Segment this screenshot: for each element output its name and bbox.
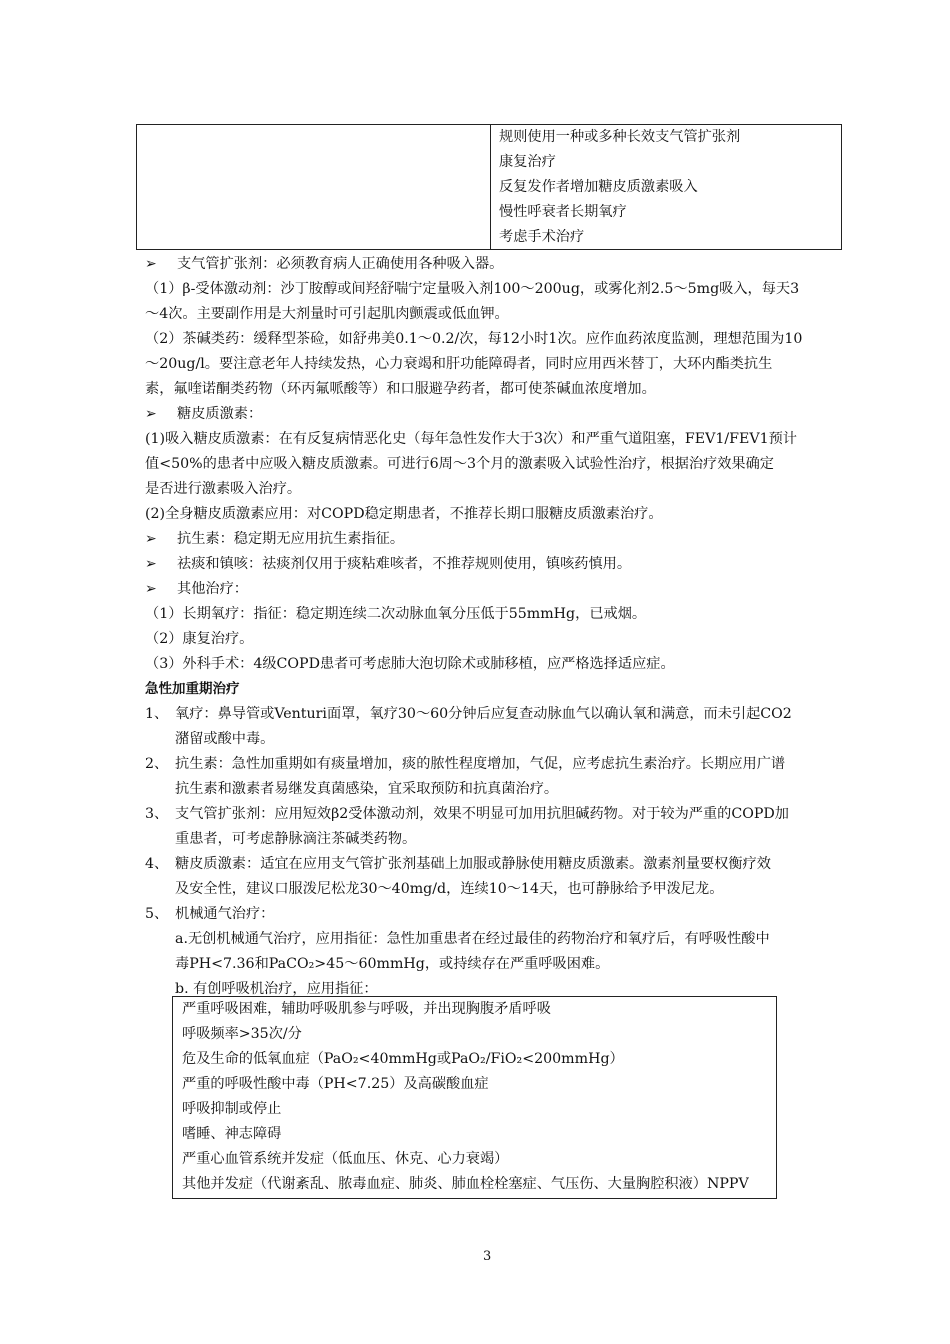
- paragraph-line: (2)全身糖皮质激素应用：对COPD稳定期患者，不推荐长期口服糖皮质激素治疗。: [145, 506, 663, 522]
- antibiotic-bullet: ➢ 抗生素：稳定期无应用抗生素指征。: [145, 527, 404, 552]
- treatment-table: [136, 124, 842, 250]
- box-row: 严重心血管系统并发症（低血压、休克、心力衰竭）: [182, 1151, 509, 1167]
- sub-item: a.无创机械通气治疗，应用指征：急性加重患者在经过最佳的药物治疗和氧疗后，有呼吸性酸中: [175, 931, 770, 947]
- list-item: 潴留或酸中毒。: [175, 731, 275, 747]
- box-row: 危及生命的低氧血症（PaO₂<40mmHg或PaO₂/FiO₂<200mmHg）: [182, 1051, 624, 1067]
- box-row: 其他并发症（代谢紊乱、脓毒血症、肺炎、肺血栓栓塞症、气压伤、大量胸腔积液）NPPV: [182, 1176, 749, 1192]
- paragraph-line: ～4次。主要副作用是大剂量时可引起肌肉颤震或低血钾。: [145, 306, 509, 322]
- arrow-bullet-icon: ➢: [145, 556, 157, 572]
- arrow-bullet-icon: ➢: [145, 531, 157, 547]
- list-item: （1）长期氧疗：指征：稳定期连续二次动脉血氧分压低于55mmHg，已戒烟。: [145, 606, 647, 622]
- list-item: 支气管扩张剂：应用短效β2受体激动剂，效果不明显可加用抗胆碱药物。对于较为严重的COPD加: [175, 806, 789, 822]
- box-row: 严重呼吸困难，辅助呼吸肌参与呼吸，并出现胸腹矛盾呼吸: [182, 1001, 551, 1017]
- list-item: 氧疗：鼻导管或Venturi面罩，氧疗30～60分钟后应复查动脉血气以确认氧和满意，而未引起CO2: [175, 706, 792, 722]
- box-row: 嗜睡、神志障碍: [182, 1126, 282, 1142]
- paragraph-line: （2）茶碱类药：缓释型茶硷，如舒弗美0.1～0.2/次，每12小时1次。应作血药浓度监测，理想范围为10: [145, 331, 803, 347]
- list-item: 及安全性，建议口服泼尼松龙30～40mg/d，连续10～14天，也可静脉给予甲泼尼龙。: [175, 881, 724, 897]
- paragraph-line: （1）β-受体激动剂：沙丁胺醇或间羟舒喘宁定量吸入剂100～200ug，或雾化剂2.5～5mg吸入，每天3: [145, 281, 800, 297]
- paragraph-line: (1)吸入糖皮质激素：在有反复病情恶化史（每年急性发作大于3次）和严重气道阻塞，FEV1/FEV1预计: [145, 431, 797, 447]
- list-item-number: 1、: [145, 706, 169, 722]
- box-row: 呼吸抑制或停止: [182, 1101, 282, 1117]
- table-row: 慢性呼衰者长期氧疗: [499, 204, 627, 220]
- indication-box: [172, 996, 777, 1199]
- table-row: 反复发作者增加糖皮质激素吸入: [499, 179, 698, 195]
- paragraph-line: 素，氟喹诺酮类药物（环丙氟哌酸等）和口服避孕药者，都可使茶碱血浓度增加。: [145, 381, 656, 397]
- list-item: 糖皮质激素：适宜在应用支气管扩张剂基础上加服或静脉使用糖皮质激素。激素剂量要权衡疗效: [175, 856, 771, 872]
- paragraph-line: 是否进行激素吸入治疗。: [145, 481, 302, 497]
- list-item: （3）外科手术：4级COPD患者可考虑肺大泡切除术或肺移植，应严格选择适应症。: [145, 656, 675, 672]
- list-item-number: 2、: [145, 756, 169, 772]
- steroid-heading: ➢ 糖皮质激素：: [145, 402, 262, 427]
- box-row: 呼吸频率>35次/分: [182, 1026, 302, 1042]
- table-row: 考虑手术治疗: [499, 229, 585, 245]
- expectorant-bullet: ➢ 祛痰和镇咳：祛痰剂仅用于痰粘难咳者，不推荐规则使用，镇咳药慎用。: [145, 552, 631, 577]
- sub-item: 毒PH<7.36和PaCO₂>45～60mmHg，或持续存在严重呼吸困难。: [175, 956, 610, 972]
- list-item-number: 4、: [145, 856, 169, 872]
- paragraph-line: 值<50%的患者中应吸入糖皮质激素。可进行6周～3个月的激素吸入试验性治疗，根据治疗效果确定: [145, 456, 774, 472]
- other-treatment-heading: ➢ 其他治疗：: [145, 577, 248, 602]
- list-item: （2）康复治疗。: [145, 631, 254, 647]
- box-row: 严重的呼吸性酸中毒（PH<7.25）及高碳酸血症: [182, 1076, 489, 1092]
- list-item: 机械通气治疗：: [175, 906, 275, 922]
- paragraph-line: ～20ug/l。要注意老年人持续发热，心力衰竭和肝功能障碍者，同时应用西米替丁，大环内酯类抗生: [145, 356, 773, 372]
- list-item-number: 3、: [145, 806, 169, 822]
- list-item: 抗生素和激素者易继发真菌感染，宜采取预防和抗真菌治疗。: [175, 781, 559, 797]
- arrow-bullet-icon: ➢: [145, 581, 157, 597]
- bronchodilator-heading: ➢ 支气管扩张剂：必须教育病人正确使用各种吸入器。: [145, 252, 503, 277]
- list-item: 抗生素：急性加重期如有痰量增加，痰的脓性程度增加，气促，应考虑抗生素治疗。长期应用广谱: [175, 756, 786, 772]
- list-item: 重患者，可考虑静脉滴注茶碱类药物。: [175, 831, 417, 847]
- page-number: 3: [483, 1249, 492, 1264]
- acute-heading: 急性加重期治疗: [145, 681, 240, 697]
- sub-item: b. 有创呼吸机治疗，应用指征：: [175, 981, 378, 997]
- arrow-bullet-icon: ➢: [145, 256, 157, 272]
- table-row: 规则使用一种或多种长效支气管扩张剂: [499, 129, 741, 145]
- table-row: 康复治疗: [499, 154, 556, 170]
- arrow-bullet-icon: ➢: [145, 406, 157, 422]
- table-divider: [490, 125, 491, 249]
- list-item-number: 5、: [145, 906, 169, 922]
